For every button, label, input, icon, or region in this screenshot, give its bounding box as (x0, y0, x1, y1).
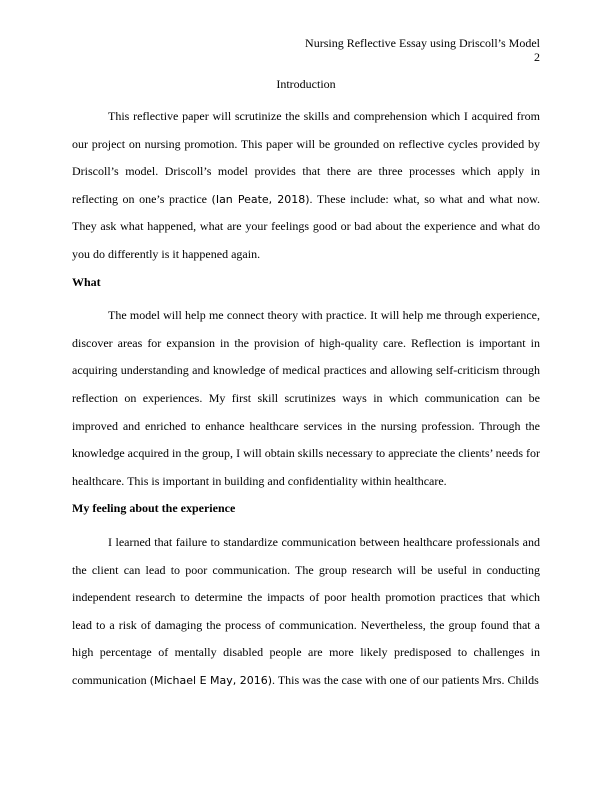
page-number: 2 (534, 50, 540, 64)
heading-feeling: My feeling about the experience (72, 501, 236, 516)
intro-paragraph (72, 103, 540, 269)
feeling-text-2: . This was the case with one of our patients Mrs. Childs (272, 672, 539, 687)
feeling-paragraph (72, 529, 540, 695)
document-body (72, 76, 540, 694)
what-paragraph: The model will help me connect theory with practice. It will help me through experience, discover areas for expansion in the provision of high-quality care. Reflection is important in acquiring understanding and knowledge of medical practices and allowing self-criticism through reflection on experiences. My first skill scrutinizes ways in which communication can be improved and enriched to enhance healthcare services in the nursing profession. Through the knowledge acquired in the group, I will obtain skills necessary to appreciate the clients’ needs for healthcare. This is important in building and confidentiality within healthcare. (72, 308, 540, 488)
intro-text-1: This reflective paper will scrutinize the skills and comprehension which I acquired from our project on nursing promotion. This paper will be grounded on reflective cycles provided by Driscoll’s model. Driscoll’s model provides that there are three processes which apply in reflecting on one’s practice (72, 109, 540, 206)
citation-peate: (Ian Peate, 2018) (211, 192, 310, 206)
feeling-text-1: I learned that failure to standardize communication between healthcare professionals and the client can lead to poor communication. The group research will be useful in conducting independent research to determine the impacts of poor health promotion practices that which lead to a risk of damaging the process of communication. Nevertheless, the group found that a high percentage of mentally disabled people are more likely predisposed to challenges in communication (72, 534, 540, 687)
intro-text-2: . These include: what, so what and what now. They ask what happened, what are your feelings good or bad about the experience and what do you do differently is it happened again. (72, 191, 540, 261)
citation-may: (Michael E May, 2016) (149, 673, 273, 687)
page-header (305, 36, 540, 64)
heading-what: What (72, 274, 101, 289)
running-head: Nursing Reflective Essay using Driscoll’s Model (305, 36, 540, 50)
section-title: Introduction (276, 77, 336, 91)
